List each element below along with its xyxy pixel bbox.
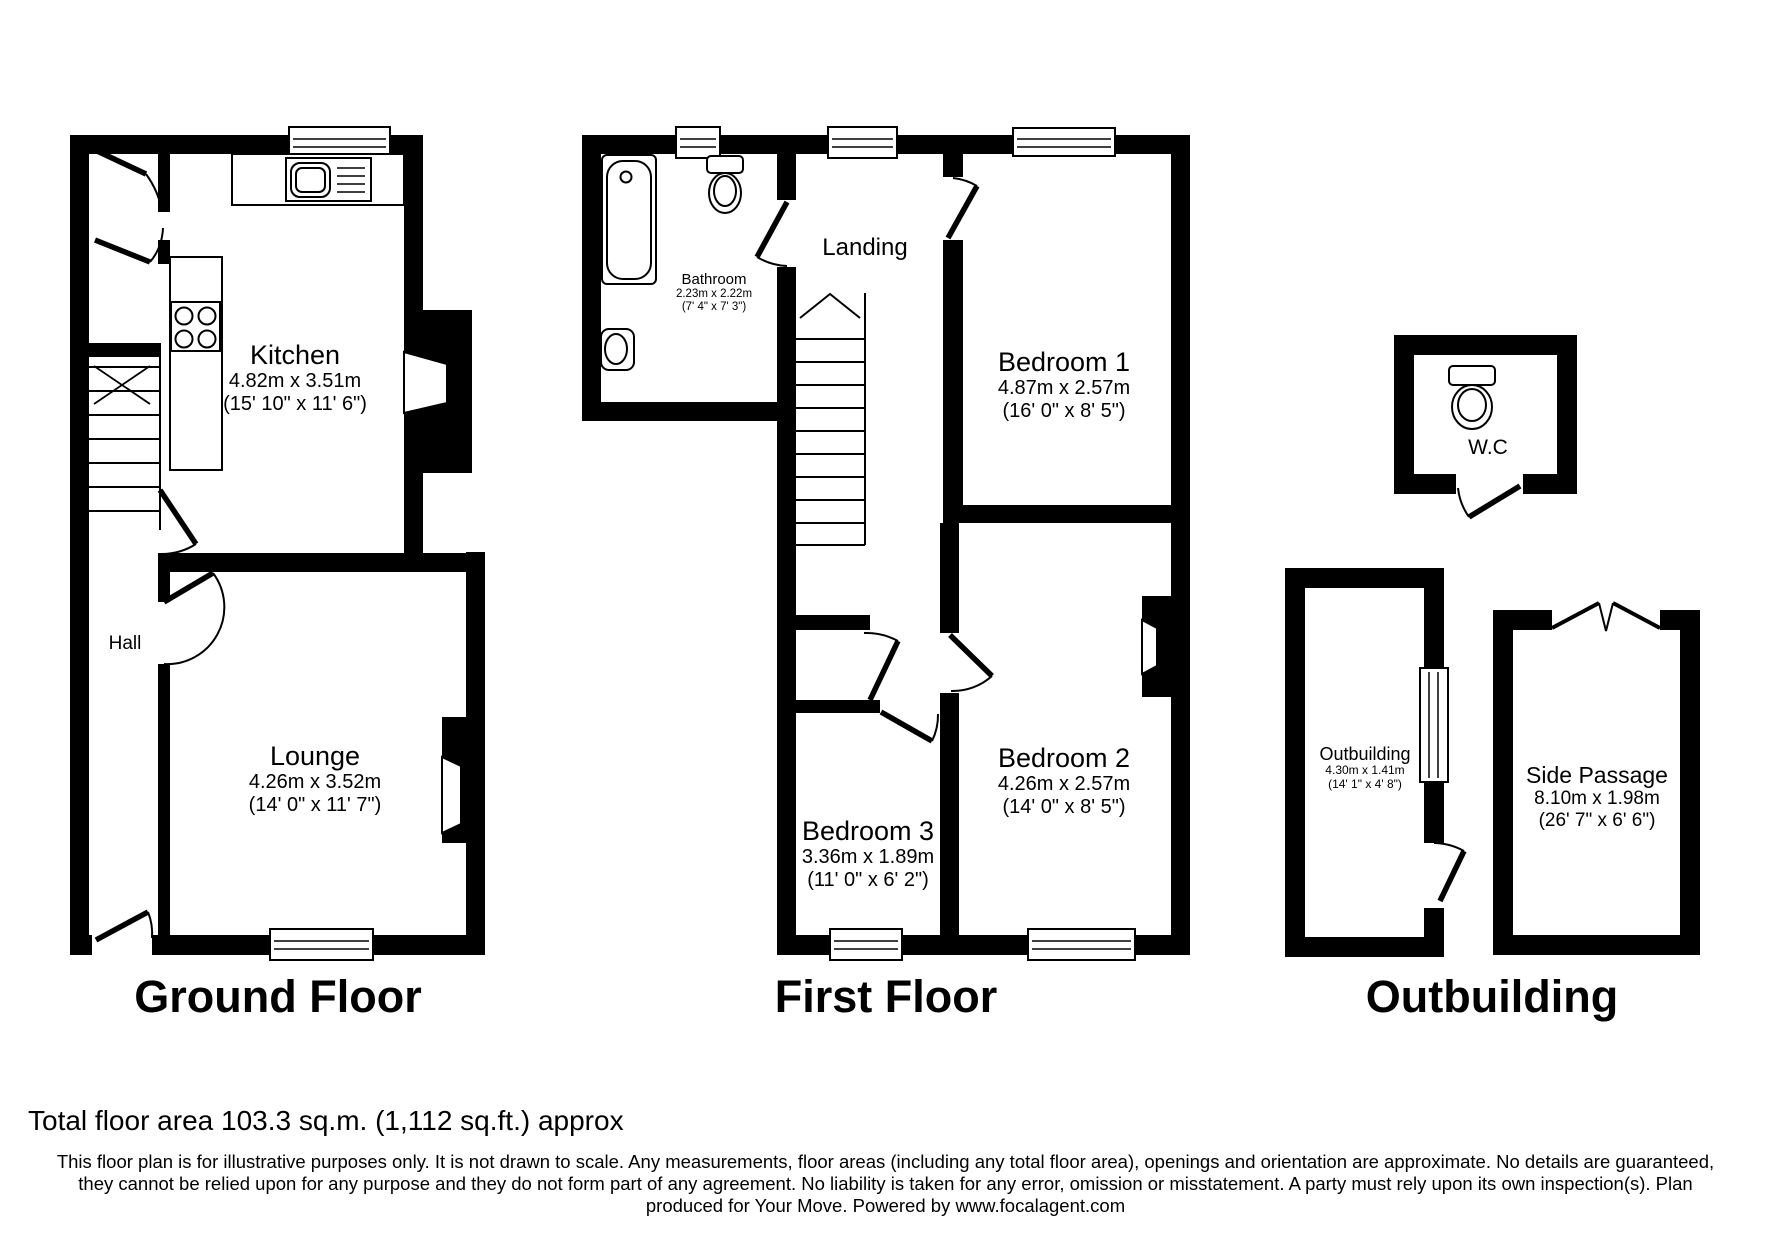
room-size-imperial: (7' 4" x 7' 3") bbox=[681, 301, 747, 313]
disclaimer-line: This floor plan is for illustrative purposes only. It is not drawn to scale. Any measurements, floor areas (including any total floor area), openings and orientation are approximate. No details are guaranteed, bbox=[56, 1151, 1715, 1172]
door-icon bbox=[1434, 843, 1464, 901]
wc-toilet-icon bbox=[1449, 366, 1495, 429]
room-label-bathroom bbox=[676, 271, 752, 314]
window-icon bbox=[830, 929, 902, 960]
room-size-metric: 4.26m x 3.52m bbox=[248, 771, 382, 793]
floor-title-text: Ground Floor bbox=[134, 971, 422, 1022]
bedroom2-chimney-breast bbox=[1142, 596, 1171, 697]
room-size-metric: 4.30m x 1.41m bbox=[1325, 763, 1405, 777]
ground-floor-windows bbox=[270, 127, 390, 960]
door-icon bbox=[164, 573, 224, 664]
room-label-hall bbox=[109, 633, 142, 655]
front-door-icon bbox=[96, 912, 152, 940]
sink-icon bbox=[286, 158, 371, 201]
room-name: Side Passage bbox=[1526, 762, 1668, 788]
room-size-imperial: (11' 0" x 6' 2") bbox=[807, 869, 929, 891]
room-name: Bathroom bbox=[681, 271, 747, 288]
room-size-metric: 2.23m x 2.22m bbox=[675, 288, 753, 300]
room-name: Bedroom 1 bbox=[997, 347, 1131, 377]
room-name: Hall bbox=[108, 633, 142, 654]
kitchen-worktop bbox=[170, 257, 222, 470]
disclaimer-line: they cannot be relied upon for any purpose and they do not form part of any agreement. No liability is taken for any error, omission or misstatement. A party must rely upon its own inspection(s). Plan bbox=[78, 1173, 1693, 1194]
window-icon bbox=[1420, 668, 1448, 782]
room-size-metric: 8.10m x 1.98m bbox=[1534, 788, 1660, 809]
disclaimer bbox=[0, 1151, 1771, 1217]
floor-title-text: First Floor bbox=[774, 971, 998, 1022]
floor-title-ground bbox=[134, 973, 421, 1021]
room-label-wc bbox=[1468, 436, 1508, 460]
total-floor-area: Total floor area 103.3 sq.m. (1,112 sq.ft.) approx bbox=[28, 1105, 624, 1136]
window-icon bbox=[1013, 128, 1115, 156]
hob-icon bbox=[171, 302, 220, 351]
room-name: Bedroom 3 bbox=[801, 816, 935, 846]
room-label-bedroom3 bbox=[802, 816, 934, 892]
door-icon bbox=[757, 202, 787, 266]
door-icon bbox=[881, 712, 938, 741]
basin-icon bbox=[601, 329, 634, 370]
room-size-metric: 4.82m x 3.51m bbox=[228, 370, 362, 392]
door-icon bbox=[95, 150, 162, 212]
door-icon bbox=[160, 490, 196, 554]
door-icon bbox=[864, 633, 898, 700]
lounge-chimney-breast bbox=[442, 717, 485, 843]
room-name: Bedroom 2 bbox=[997, 743, 1131, 773]
room-label-landing bbox=[822, 234, 907, 262]
room-name: Outbuilding bbox=[1319, 744, 1411, 764]
room-label-outbuilding bbox=[1319, 744, 1410, 791]
bath-icon bbox=[602, 155, 656, 284]
room-size-metric: 4.26m x 2.57m bbox=[997, 773, 1131, 795]
gate-icon bbox=[1552, 603, 1660, 631]
room-size-imperial: (14' 1" x 4' 8") bbox=[1328, 776, 1402, 791]
room-size-metric: 3.36m x 1.89m bbox=[801, 846, 935, 868]
door-icon bbox=[948, 178, 977, 238]
room-size-imperial: (26' 7" x 6' 6") bbox=[1538, 809, 1656, 831]
wc-door-icon bbox=[1458, 486, 1520, 517]
room-size-imperial: (15' 10" x 11' 6") bbox=[223, 393, 367, 415]
window-icon bbox=[676, 127, 720, 158]
window-icon bbox=[270, 929, 373, 960]
room-label-side-passage bbox=[1526, 762, 1668, 831]
bathroom-fixtures bbox=[601, 155, 743, 370]
room-size-imperial: (14' 0" x 11' 7") bbox=[248, 794, 382, 816]
floor-title-first bbox=[775, 973, 998, 1021]
room-label-bedroom1 bbox=[998, 347, 1130, 423]
stairs-first bbox=[796, 293, 865, 545]
floor-title-outbuilding bbox=[1366, 973, 1618, 1021]
room-size-metric: 4.87m x 2.57m bbox=[997, 377, 1131, 399]
room-label-bedroom2 bbox=[998, 743, 1130, 819]
room-size-imperial: (16' 0" x 8' 5") bbox=[1002, 400, 1126, 422]
disclaimer-line: produced for Your Move. Powered by www.focalagent.com bbox=[645, 1195, 1126, 1216]
door-icon bbox=[95, 228, 163, 262]
room-name: W.C bbox=[1468, 436, 1508, 459]
room-label-lounge bbox=[249, 741, 382, 817]
room-label-kitchen bbox=[223, 340, 367, 416]
door-icon bbox=[950, 635, 992, 691]
toilet-icon bbox=[707, 156, 743, 213]
room-name: Landing bbox=[822, 234, 908, 261]
window-icon bbox=[1028, 929, 1135, 960]
room-size-imperial: (14' 0" x 8' 5") bbox=[1002, 796, 1126, 818]
window-icon bbox=[828, 127, 897, 158]
stairs-ground bbox=[89, 343, 160, 530]
floor-title-text: Outbuilding bbox=[1365, 971, 1619, 1022]
room-name: Kitchen bbox=[249, 340, 341, 370]
ground-floor-plan bbox=[70, 135, 485, 955]
kitchen-sink-counter bbox=[232, 154, 404, 205]
room-name: Lounge bbox=[269, 741, 361, 771]
